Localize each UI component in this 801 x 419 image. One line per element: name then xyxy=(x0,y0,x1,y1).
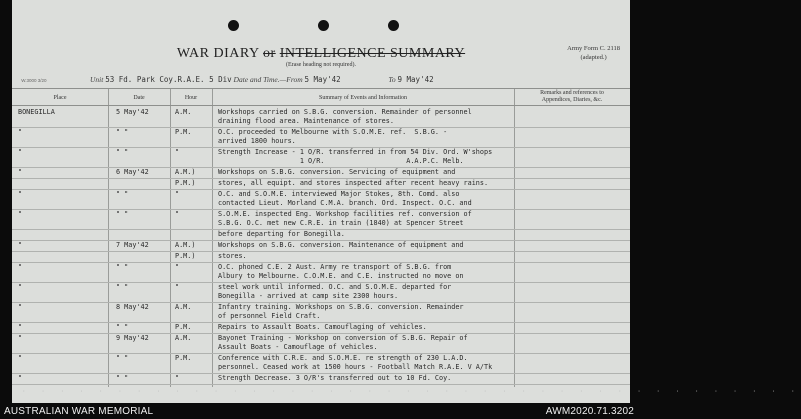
remarks-header-line-1: Remarks and references to xyxy=(540,90,604,96)
entry-summary-line: Infantry training. Workshops on S.B.G. conversion. Remainder xyxy=(218,303,464,311)
print-code: W.3000 3/20 xyxy=(20,78,47,83)
title-war-diary: WAR DIARY xyxy=(176,46,260,61)
entry-summary-line: 1 O/R. A.A.P.C. Melb. xyxy=(218,157,464,165)
column-divider xyxy=(212,88,213,387)
entry-place: " xyxy=(18,128,23,136)
row-rule xyxy=(12,251,630,252)
entry-date: 8 May'42 xyxy=(116,303,149,311)
entry-hour: P.M. xyxy=(175,354,192,362)
diary-table xyxy=(12,88,630,387)
page-subtitle: (Erase heading not required). xyxy=(286,62,356,68)
col-header-place: Place xyxy=(53,95,67,101)
entry-hour: P.M. xyxy=(175,323,192,331)
column-divider xyxy=(108,88,109,387)
entry-date: " " xyxy=(116,210,129,218)
entry-hour: P.M. xyxy=(175,128,192,136)
unit-label: Unit xyxy=(90,75,104,84)
entry-summary-line: of personnel Field Craft. xyxy=(218,312,321,320)
page-title xyxy=(12,46,630,62)
entry-summary-line: O.C. phoned C.E. 2 Aust. Army re transport of S.B.G. from xyxy=(218,263,452,271)
entry-summary-line: stores, all equipt. and stores inspected after recent heavy rains. xyxy=(218,179,489,187)
entry-place: " xyxy=(18,334,23,342)
entry-place: " xyxy=(18,148,23,156)
entry-summary-line: steel work until informed. O.C. and S.O.M.E. departed for xyxy=(218,283,452,291)
remarks-header-line-2: Appendices, Diaries, &c. xyxy=(541,97,603,103)
entry-hour: " xyxy=(175,148,180,156)
date-to-value: 9 May'42 xyxy=(397,75,434,84)
entry-summary-line: Assault Boats - Camouflage of vehicles. xyxy=(218,343,378,351)
row-rule xyxy=(12,384,630,385)
entry-place: " xyxy=(18,303,23,311)
entry-date: " " xyxy=(116,354,129,362)
entry-summary-line: Workshops on S.B.G. conversion. Servicing of equipment and xyxy=(218,168,456,176)
entry-date: " " xyxy=(116,128,129,136)
entry-date: " " xyxy=(116,283,129,291)
entry-summary-line: before departing for Bonegilla. xyxy=(218,230,345,238)
entry-place: " xyxy=(18,210,23,218)
col-header-date: Date xyxy=(133,95,145,101)
entry-hour: A.M. xyxy=(175,303,192,311)
entry-date: " " xyxy=(116,148,129,156)
entry-summary-line: personnel. Ceased work at 1500 hours - Football Match R.A.E. V A/Tk xyxy=(218,363,493,371)
header-rule xyxy=(12,105,630,106)
column-divider xyxy=(170,88,171,387)
entry-place: " xyxy=(18,168,23,176)
entry-summary-line: Workshops carried on S.B.G. conversion. Remainder of personnel xyxy=(218,108,472,116)
entry-place: " xyxy=(18,241,23,249)
entry-hour: A.M.) xyxy=(175,241,196,249)
column-divider xyxy=(514,88,515,387)
entry-summary-line: O.C. proceeded to Melbourne with S.O.M.E. ref. S.B.G. - xyxy=(218,128,448,136)
entry-hour: " xyxy=(175,374,180,382)
title-intelligence-summary: INTELLIGENCE SUMMARY xyxy=(279,46,466,61)
entry-summary-line: arrived 1800 hours. xyxy=(218,137,296,145)
entry-date: 7 May'42 xyxy=(116,241,149,249)
entry-hour: P.M.) xyxy=(175,179,196,187)
entry-summary-line: Bonegilla - arrived at camp site 2300 hours. xyxy=(218,292,399,300)
table-top-rule xyxy=(12,88,630,89)
col-header-remarks xyxy=(514,90,630,104)
entry-date: " " xyxy=(116,374,129,382)
entry-summary-line: Bayonet Training - Workshop on conversion of S.B.G. Repair of xyxy=(218,334,468,342)
entry-date: 9 May'42 xyxy=(116,334,149,342)
entry-date: " " xyxy=(116,323,129,331)
entry-date: " " xyxy=(116,263,129,271)
col-header-hour: Hour xyxy=(184,95,198,101)
footer-collection-name: AUSTRALIAN WAR MEMORIAL xyxy=(4,406,154,417)
col-header-summary: Summary of Events and Information xyxy=(319,95,407,101)
entry-summary-line: contacted Lieut. Morland C.M.A. branch. Ord. Inspect. O.C. and xyxy=(218,199,472,207)
entry-date: " " xyxy=(116,190,129,198)
entry-hour: " xyxy=(175,263,180,271)
entry-date: 5 May'42 xyxy=(116,108,149,116)
entry-summary-line: stores. xyxy=(218,252,247,260)
form-adapted: (adapted.) xyxy=(580,54,607,61)
entry-date: 6 May'42 xyxy=(116,168,149,176)
entry-place: " xyxy=(18,323,23,331)
title-or: or xyxy=(263,46,276,61)
entry-place: " xyxy=(18,354,23,362)
entry-hour: " xyxy=(175,283,180,291)
entry-summary-line: S.O.M.E. inspected Eng. Workshop facilities ref. conversion of xyxy=(218,210,472,218)
entry-hour: " xyxy=(175,190,180,198)
footer-accession-number: AWM2020.71.3202 xyxy=(545,406,634,417)
date-from-value: 5 May'42 xyxy=(304,75,341,84)
unit-line xyxy=(90,75,434,84)
entry-summary-line: Strength Decrease. 3 O/R's transferred out to 10 Fd. Coy. xyxy=(218,374,452,382)
entry-place: " xyxy=(18,190,23,198)
entry-summary-line: S.B.G. O.C. met new C.R.E. in train (1840) at Spencer Street xyxy=(218,219,464,227)
entry-hour: A.M. xyxy=(175,334,192,342)
entry-summary-line: Albury to Melbourne. C.O.M.E. and C.E. instructed no move on xyxy=(218,272,464,280)
bottom-guide-dots: · · · · · · · · · · · · · · · · · · · · · · · · · · · · · · · · · · · · · · · · · xyxy=(22,388,801,395)
entry-summary-line: Repairs to Assault Boats. Camouflaging of vehicles. xyxy=(218,323,427,331)
entry-summary-line: Conference with C.R.E. and S.O.M.E. re strength of 230 L.A.D. xyxy=(218,354,468,362)
entry-place: BONEGILLA xyxy=(18,108,55,116)
date-to-label: To xyxy=(388,75,396,84)
date-range-label: Date and Time.—From xyxy=(233,75,303,84)
entry-place: " xyxy=(18,283,23,291)
punch-hole-right xyxy=(388,20,399,31)
diary-sheet xyxy=(12,0,801,403)
entry-place: " xyxy=(18,263,23,271)
entry-place: " xyxy=(18,374,23,382)
entry-hour: " xyxy=(175,210,180,218)
entry-summary-line: Workshops on S.B.G. conversion. Maintenance of equipment and xyxy=(218,241,464,249)
punch-hole-left xyxy=(228,20,239,31)
entry-summary-line: draining flood area. Maintenance of stores. xyxy=(218,117,394,125)
punch-hole-middle xyxy=(318,20,329,31)
entry-summary-line: Strength Increase - 1 O/R. transferred in from 54 Div. Ord. W'shops xyxy=(218,148,493,156)
entry-hour: A.M. xyxy=(175,108,192,116)
entry-summary-line: O.C. and S.O.M.E. interviewed Major Stokes, 8th. Comd. also xyxy=(218,190,460,198)
form-number: Army Form C. 2118 xyxy=(567,45,620,52)
entry-hour: A.M.) xyxy=(175,168,196,176)
unit-value: 53 Fd. Park Coy.R.A.E. 5 Div xyxy=(105,75,232,84)
entry-hour: P.M.) xyxy=(175,252,196,260)
